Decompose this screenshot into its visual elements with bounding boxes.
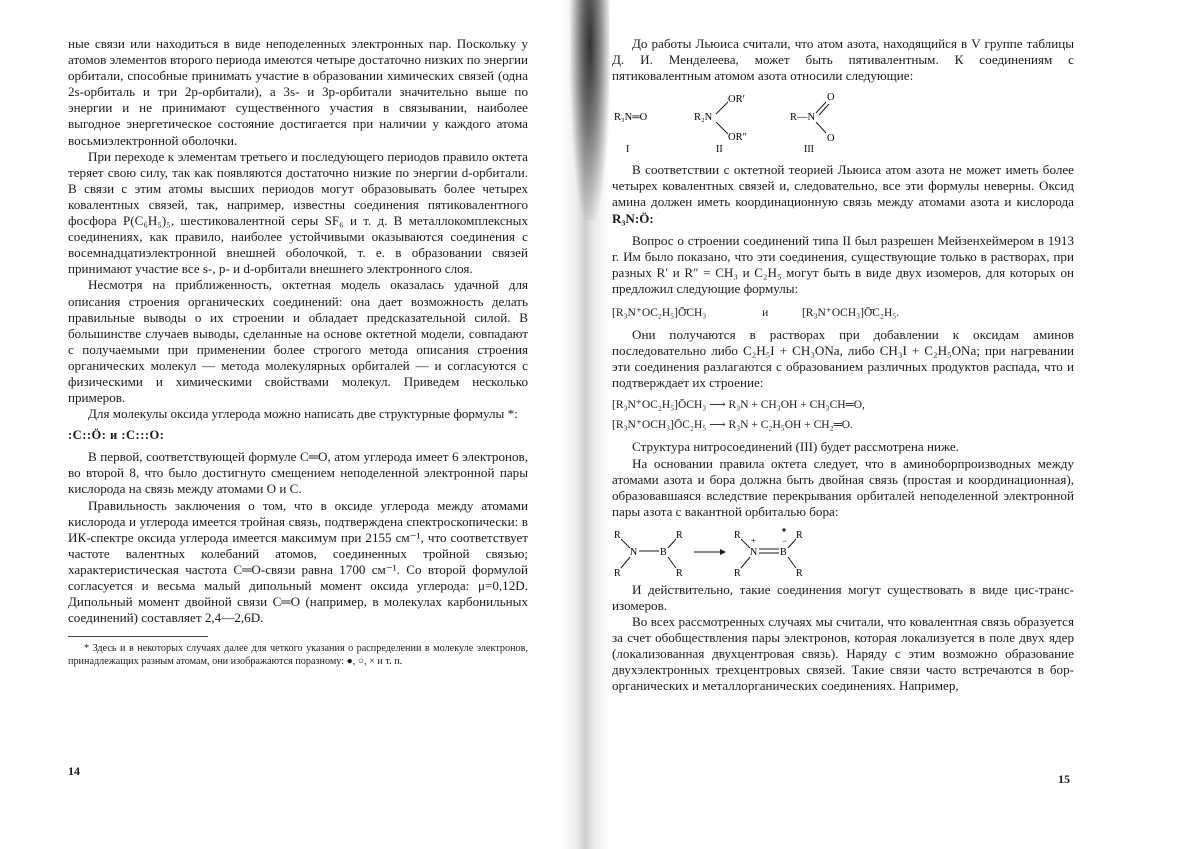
isomer-formulas <box>612 305 1074 321</box>
electron-dot <box>782 528 785 531</box>
scheme-atom: B <box>660 546 667 558</box>
nitrogen-structures <box>612 86 1072 154</box>
bond-line <box>741 539 750 548</box>
scheme-atom: R <box>796 529 803 541</box>
right-paragraph-7: И действительно, такие соединения могут существовать в виде цис-транс-изомеров. <box>612 581 1074 613</box>
bond-line <box>668 539 676 548</box>
bond-line <box>716 122 728 134</box>
aminoborane-scheme <box>612 524 832 580</box>
footnote: * Здесь и в некоторых случаях далее для четкого указания о распределении в молекуле электронов, принадлежащих разным атомам, они изображаются поразному: ●, ○, × и т. п. <box>68 643 528 667</box>
positive-charge: + <box>751 535 757 546</box>
left-page <box>68 36 528 668</box>
amine-oxide-formula: R₃N:Ö: <box>612 210 654 226</box>
right-page <box>612 36 1074 695</box>
right-paragraph-4: Они получаются в растворах при добавлении к оксидам аминов последовательно либо C₂H₅I + CH₃ONa, либо CH₃I + C₂H₅ONa; при нагревании эти соединения разлагаются с образованием различных продуктов распада, что и подтверждает их строение: <box>612 327 1074 391</box>
scheme-atom: B <box>780 546 787 558</box>
isomer-b: [R₃N⁺OCH₃]Ō̄C₂H₅. <box>801 307 900 320</box>
right-paragraph-3: Вопрос о строении соединений типа II был разрешен Мейзенхеймером в 1913 г. Им было показано, что эти соединения, существующие только в растворах, при разных R′ и R″ = CH₃ и C₂H₅ могут быть в виде двух изомеров, для которых он предложил следующие формулы: <box>612 232 1074 296</box>
structure-label-3: III <box>804 144 814 155</box>
bond-line <box>716 102 728 114</box>
scheme-atom: R <box>734 567 741 579</box>
scheme-atom: R <box>734 529 741 541</box>
left-paragraph-6: Правильность заключения о том, что в оксиде углерода между атомами кислорода и углерода имеется тройная связь, подтверждена спектроскопически: в ИК-спектре оксида углерода имеется максимум при 2155 см⁻¹, что соответствует частоте валентных колебаний атомов, соединенных тройной связью; характеристическая частота C═O-связи равна 1700 см⁻¹. Со второй формулой согласуется и весьма малый дипольный момент оксида углерода: μ=0,12D. Дипольный момент двойной связи C═O (например, в молекулах карбонильных соединений) составляет 2,4—2,6D. <box>68 497 528 626</box>
bond-line <box>741 557 750 568</box>
scheme-atom: R <box>676 567 683 579</box>
structure-2-bottom: OR″ <box>728 132 747 144</box>
scheme-atom: R <box>614 567 621 579</box>
scheme-atom: R <box>614 529 621 541</box>
bond-line <box>621 539 630 548</box>
co-lewis-formula: :C::Ö: и :C:::O: <box>68 428 165 443</box>
scheme-atom: R <box>796 567 803 579</box>
isomer-conj: и <box>762 307 769 320</box>
structure-3-top: O <box>827 92 835 104</box>
bond-line <box>819 104 829 115</box>
right-paragraph-5: Структура нитросоединений (III) будет рассмотрена ниже. <box>632 439 959 455</box>
isomer-a: [R₃N⁺OC₂H₅]Ō̄CH₃ <box>612 307 707 320</box>
page-number-left: 14 <box>68 764 80 778</box>
left-paragraph-3: Несмотря на приближенность, октетная модель оказалась удачной для описания строения органических соединений: она дает возможность делать правильные выводы о их строении и обладает предсказательной силой. В большинстве случаев выводы, сделанные на основе октетной модели, совпадают с получаемыми при применении более строгого метода описания строения органических молекул — метода молекулярных орбиталей — и согласуются с физическими и химическими свойствами молекул. Приведем несколько примеров. <box>68 277 528 406</box>
reaction-arrow-head <box>720 549 726 555</box>
scan-shadow <box>570 0 610 220</box>
left-paragraph-5: В первой, соответствующей формуле C═O, атом углерода имеет 6 электронов, во второй 8, что было достигнуто смещением неподеленной электронной пары кислорода на связь между атомами O и C. <box>68 449 528 497</box>
left-paragraph-4: Для молекулы оксида углерода можно написать две структурные формулы *: <box>88 406 518 422</box>
footnote-rule <box>68 636 208 643</box>
structure-2-top: OR′ <box>728 94 745 106</box>
bond-line <box>816 122 826 133</box>
structure-label-2: II <box>716 144 723 155</box>
bond-line <box>668 557 676 568</box>
left-paragraph-2: При переходе к элементам третьего и последующего периодов правило октета теряет свою силу, так как появляются достаточно низкие по энергии d-орбитали. В связи с этим атомы высших периодов могут образовывать более четырех ковалентных связей, так, например, известны соединения пятиковалентного фосфора P(C₆H₅)₅, шестиковалентной серы SF₆ и т. д. В металлокомплексных соединениях, как правило, наиболее устойчивыми оказываются соединения с восемнадцатиэлектронной внешней оболочкой, т. е. в образовании связей принимают участие все s-, p- и d-орбитали внешнего электронного слоя. <box>68 148 528 277</box>
negative-charge: − <box>782 535 788 546</box>
bond-line <box>816 102 826 113</box>
bond-line <box>621 557 630 568</box>
structure-1: R₃N═O <box>614 112 648 124</box>
scheme-atom: N <box>750 546 758 558</box>
scheme-atom: R <box>676 529 683 541</box>
right-paragraph-2-text: В соответствии с октетной теорией Льюиса атом азота не может иметь более четырех ковалентных связей и, следовательно, все эти формулы неверны. Оксид амина должен иметь координационную связь между атомами азота и кислорода <box>612 162 1074 210</box>
bond-line <box>788 539 796 548</box>
right-paragraph-2 <box>612 162 1074 226</box>
scheme-atom: N <box>630 546 638 558</box>
reaction-1: [R₃N⁺OC₂H₅]ŌCH₃ ⟶ R₃N + CH₃OH + CH₃CH═O, <box>612 399 865 412</box>
structure-3-left: R—N <box>790 112 816 124</box>
bond-line <box>788 557 796 568</box>
right-paragraph-6: На основании правила октета следует, что в аминоборпроизводных между атомами азота и бора должна быть двойная связь (простая и координационная), образовавшаяся вследствие перекрывания орбиталей неподеленной электронной пары азота с вакантной орбиталью бора: <box>612 455 1074 519</box>
page-number-right: 15 <box>1058 772 1070 786</box>
structure-2-center: R₂N <box>694 112 713 124</box>
reaction-2: [R₃N⁺OCH₃]ŌC₂H₅ ⟶ R₃N + C₂H₅OH + CH₂═O. <box>612 419 853 432</box>
structure-label-1: I <box>626 144 630 155</box>
structure-3-bottom: O <box>827 133 835 145</box>
left-paragraph-1: ные связи или находиться в виде неподеленных электронных пар. Поскольку у атомов элементов второго периода имеются четыре достаточно низких по энергии орбитали, способные принимать участие в образовании химических связей (одна 2s-орбиталь и три 2p-орбитали), а 3s- и 3p-орбитали значительно выше по энергии и не принимают существенного участия в связывании, наиболее выгодное энергетическое состояние достигается при наличии у каждого атома восьмиэлектронной оболочки. <box>68 36 528 148</box>
right-paragraph-8: Во всех рассмотренных случаях мы считали, что ковалентная связь образуется за счет обобществления пары электронов, которая локализуется в поле двух ядер (локализованная двухцентровая связь). Наряду с этим возможно образование двухэлектронных трехцентровых связей. Такие связи часто встречаются в бор-органических и металлорганических соединениях. Например, <box>612 614 1074 694</box>
right-paragraph-1: До работы Льюиса считали, что атом азота, находящийся в V группе таблицы Д. И. Менделеева, может быть пятивалентным. К соединениям с пятиковалентным атомом азота относили следующие: <box>612 36 1074 84</box>
